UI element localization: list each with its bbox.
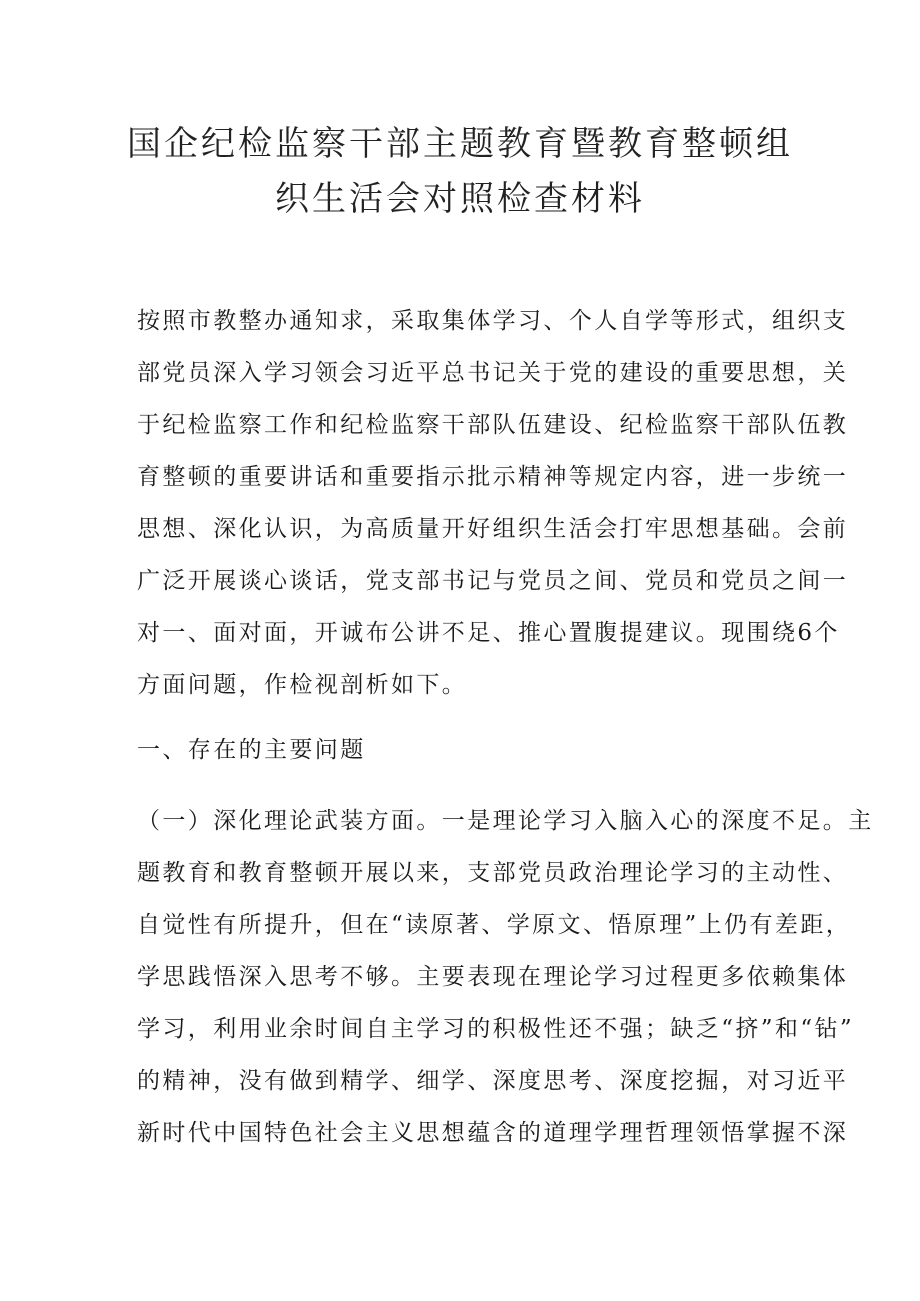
subsection-paragraph-line: 学思践悟深入思考不够。主要表现在理论学习过程更多依赖集体: [137, 964, 849, 990]
intro-paragraph-line: 思想、深化认识，为高质量开好组织生活会打牢思想基础。会前: [137, 516, 849, 542]
document-title-line-1: 国企纪检监察干部主题教育暨教育整顿组: [127, 124, 793, 164]
intro-paragraph-line: 于纪检监察工作和纪检监察干部队伍建设、纪检监察干部队伍教: [137, 412, 849, 438]
subsection-paragraph-line: （一）深化理论武装方面。一是理论学习入脑入心的深度不足。主: [137, 808, 874, 834]
intro-paragraph-line: 部党员深入学习领会习近平总书记关于党的建设的重要思想，关: [137, 360, 849, 386]
document-title-line-2: 织生活会对照检查材料: [275, 179, 645, 219]
subsection-paragraph-line: 自觉性有所提升，但在“读原著、学原文、悟原理”上仍有差距，: [137, 912, 852, 938]
intro-paragraph-line: 广泛开展谈心谈话，党支部书记与党员之间、党员和党员之间一: [137, 568, 849, 594]
intro-paragraph-line: 对一、面对面，开诚布公讲不足、推心置腹提建议。现围绕6个: [137, 620, 840, 646]
subsection-paragraph-line: 学习，利用业余时间自主学习的积极性还不强；缺乏“挤”和“钻”: [137, 1016, 855, 1042]
intro-paragraph-line: 育整顿的重要讲话和重要指示批示精神等规定内容，进一步统一: [137, 464, 849, 490]
subsection-paragraph-line: 新时代中国特色社会主义思想蕴含的道理学理哲理领悟掌握不深: [137, 1120, 849, 1146]
intro-paragraph-line: 方面问题，作检视剖析如下。: [137, 672, 468, 698]
section-heading: 一、存在的主要问题: [137, 737, 366, 763]
subsection-paragraph-line: 题教育和教育整顿开展以来，支部党员政治理论学习的主动性、: [137, 860, 849, 886]
intro-paragraph-line: 按照市教整办通知求，采取集体学习、个人自学等形式，组织支: [137, 308, 849, 334]
subsection-paragraph-line: 的精神，没有做到精学、细学、深度思考、深度挖掘，对习近平: [137, 1068, 849, 1094]
